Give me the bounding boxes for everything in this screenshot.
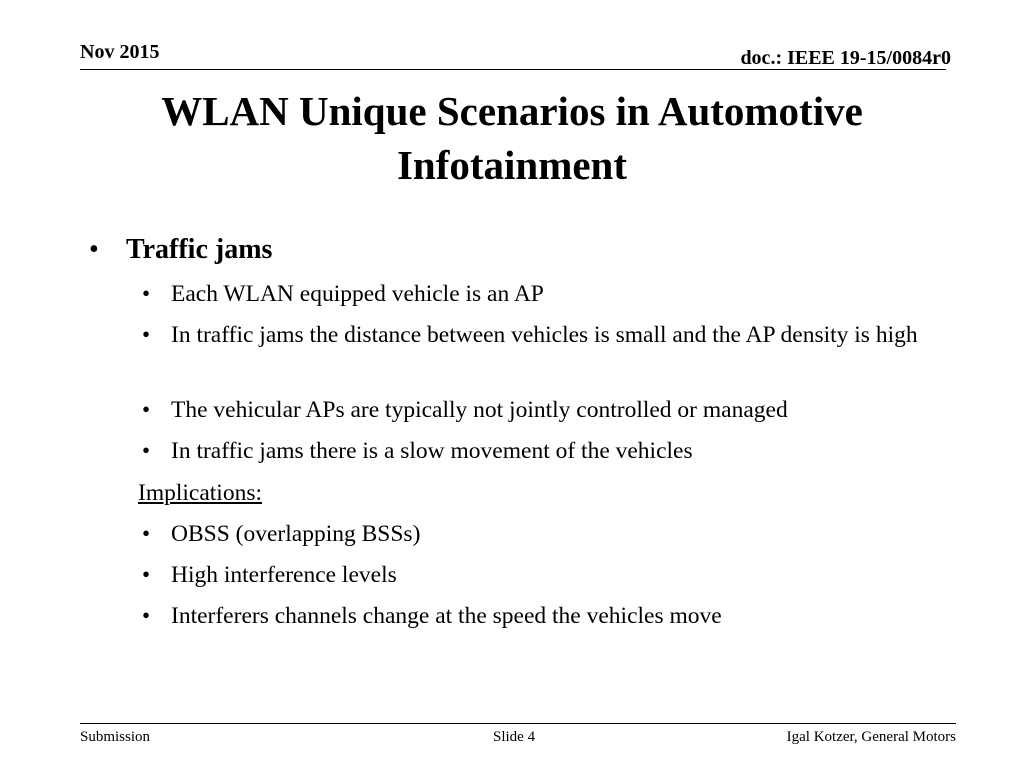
- bullet-icon: •: [142, 281, 151, 306]
- point-text: In traffic jams the distance between vehicles is small and the AP density is high: [171, 322, 918, 348]
- slide-title: WLAN Unique Scenarios in Automotive Infotainment: [161, 88, 863, 188]
- footer-author: Igal Kotzer, General Motors: [786, 729, 956, 745]
- bullet-icon: •: [142, 438, 151, 463]
- footer-divider: [80, 723, 956, 724]
- footer-slide-number: Slide 4: [493, 729, 536, 745]
- topic-heading: Traffic jams: [126, 234, 273, 265]
- bullet-icon: •: [89, 234, 99, 265]
- implications-label: Implications:: [138, 480, 263, 506]
- bullet-icon: •: [142, 562, 151, 587]
- footer-submission: Submission: [80, 729, 151, 745]
- bullet-icon: •: [142, 603, 151, 628]
- bullet-icon: •: [142, 521, 151, 546]
- header-date: Nov 2015: [80, 41, 160, 63]
- implication-text: High interference levels: [171, 562, 397, 588]
- bullet-icon: •: [142, 397, 151, 422]
- header-divider: [80, 69, 946, 70]
- implication-text: OBSS (overlapping BSSs): [171, 521, 421, 547]
- bullet-icon: •: [142, 322, 151, 347]
- point-text: The vehicular APs are typically not jointly controlled or managed: [171, 397, 788, 423]
- point-text: In traffic jams there is a slow movement of the vehicles: [171, 438, 693, 464]
- header-doc-id: doc.: IEEE 19-15/0084r0: [740, 47, 951, 69]
- point-text: Each WLAN equipped vehicle is an AP: [171, 281, 544, 307]
- implication-text: Interferers channels change at the speed the vehicles move: [171, 603, 722, 629]
